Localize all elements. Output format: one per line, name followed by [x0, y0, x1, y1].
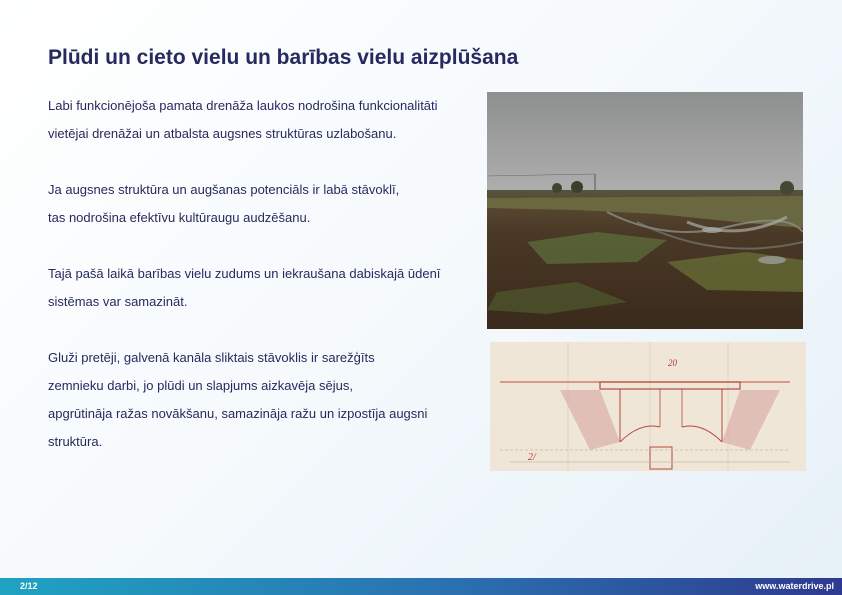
paragraph-line: Labi funkcionējoša pamata drenāža laukos nodrošina funkcionalitāti: [48, 98, 438, 113]
paragraph-line: zemnieku darbi, jo plūdi un slapjums aizkavēja sējus,: [48, 378, 353, 393]
paragraph-line: Tajā pašā laikā barības vielu zudums un iekraušana dabiskajā ūdenī: [48, 266, 441, 281]
paragraph: [48, 92, 478, 148]
paragraph: [48, 176, 478, 232]
paragraph: [48, 260, 478, 316]
footer-bar: [0, 578, 842, 595]
bridge-drawing: [490, 342, 806, 471]
paragraph-line: Gluži pretēji, galvenā kanāla sliktais stāvoklis ir sarežģīts: [48, 350, 375, 365]
text-column: [48, 92, 478, 456]
paragraph-line: sistēmas var samazināt.: [48, 294, 188, 309]
drawing-label-bottom: 2/: [528, 452, 536, 463]
paragraph-line: apgrūtināja ražas novākšanu, samazināja ražu un izpostīja augsni: [48, 406, 428, 421]
paragraph-line: Ja augsnes struktūra un augšanas potenciāls ir labā stāvoklī,: [48, 182, 400, 197]
page-title: Plūdi un cieto vielu un barības vielu aizplūšana: [48, 46, 519, 69]
field-photo: [487, 92, 803, 329]
drawing-label-top: 20: [668, 358, 677, 368]
page-number: 2/12: [20, 581, 38, 591]
paragraph-line: vietējai drenāžai un atbalsta augsnes struktūras uzlabošanu.: [48, 126, 397, 141]
paragraph-line: tas nodrošina efektīvu kultūraugu audzēšanu.: [48, 210, 311, 225]
paragraph: [48, 344, 478, 456]
paragraph-line: struktūra.: [48, 434, 103, 449]
website-link[interactable]: www.waterdrive.pl: [755, 581, 834, 591]
